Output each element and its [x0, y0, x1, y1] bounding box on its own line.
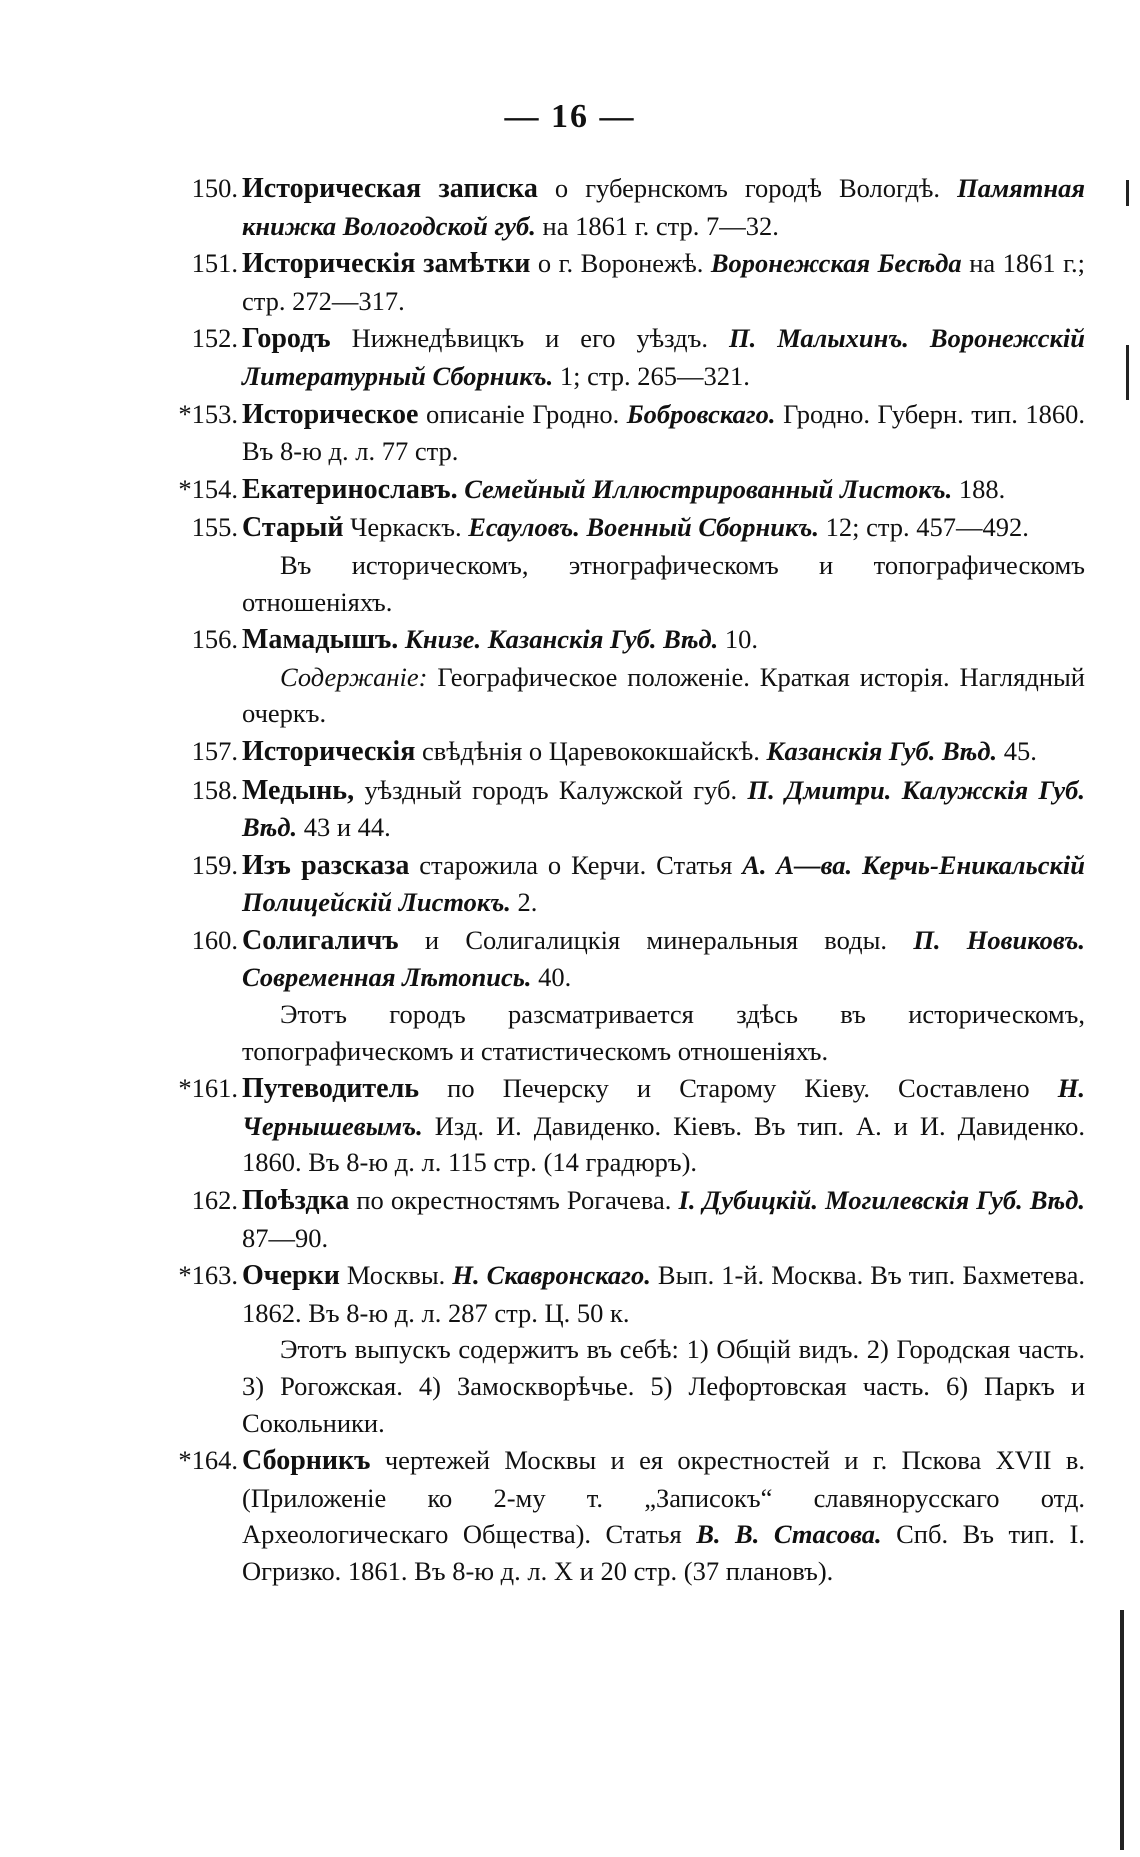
entry-title: Старый — [242, 512, 344, 544]
entry-text: Черкаскъ. — [343, 512, 469, 543]
entry-title: Очерки — [242, 1260, 340, 1292]
bibliography-entry — [150, 772, 1085, 846]
entry-text — [398, 624, 405, 654]
entry-number: 150. — [191, 173, 238, 203]
entry-title: Солигаличъ — [242, 924, 399, 956]
entry-details: 87—90. — [242, 1222, 329, 1253]
entry-details: 43 и 44. — [297, 812, 391, 843]
bibliography-entry — [150, 922, 1085, 1069]
entry-text: описаніе Гродно. — [418, 398, 627, 429]
entry-note-text: Въ историческомъ, этнографическомъ и топографическомъ отношеніяхъ. — [242, 549, 1085, 617]
entry-text: по окрестностямъ Рогачева. — [349, 1185, 679, 1216]
bibliography-list — [150, 170, 1085, 1591]
bibliography-entry — [150, 1257, 1085, 1441]
entry-text: чертежей Москвы и ея окрестностей и г. Пскова XVII в. (Приложеніе ко 2-му т. „Записокъ“ славянорусскаго отд. Археологическаго Общества). Статья — [242, 1445, 1085, 1550]
entry-details: Гродно. Губерн. тип. 1860. Въ 8-ю д. л. 77 стр. — [242, 398, 1085, 467]
entry-title: Историческое — [242, 398, 419, 430]
entry-number: 159. — [191, 849, 238, 880]
entry-source: Н. Чернышевымъ. — [242, 1073, 1085, 1141]
entry-text: старожила о Керчи. Статья — [409, 849, 743, 880]
entry-source: П. Малыхинъ. Воронежскій Литературный Сборникъ. — [242, 323, 1086, 391]
entry-number: *164. — [178, 1445, 238, 1476]
entry-source: П. Новиковъ. Современная Лѣтопись. — [242, 924, 1085, 993]
entry-note-text: Географическое положеніе. Краткая исторія. Наглядный очеркъ. — [242, 661, 1085, 729]
entry-details: 10. — [718, 624, 759, 655]
entry-number: 151. — [191, 248, 238, 279]
bibliography-entry — [150, 1182, 1085, 1256]
bibliography-entry — [150, 847, 1085, 921]
entry-details: 12; стр. 457—492. — [819, 512, 1029, 543]
entry-source: В. В. Стасова. — [696, 1519, 882, 1550]
entry-details: на 1861 г.; стр. 272—317. — [242, 248, 1086, 316]
entry-number: *154. — [178, 473, 238, 504]
page-number: — 16 — — [504, 98, 636, 135]
entry-source: Казанскія Губ. Вѣд. — [766, 735, 998, 766]
entry-details: Изд. И. Давиденко. Кіевъ. Въ тип. А. и И. Давиденко. 1860. Въ 8-ю д. л. 115 стр. (14 градюръ). — [242, 1110, 1085, 1178]
entry-title: Сборникъ — [242, 1445, 371, 1477]
entry-details: 45. — [997, 735, 1037, 766]
entry-title: Историческія замѣтки — [242, 248, 531, 280]
entry-details: 188. — [952, 473, 1006, 504]
entry-title: Путеводитель — [242, 1073, 420, 1105]
entry-text: Нижнедѣвицкъ и его уѣздъ. — [330, 323, 729, 354]
bibliography-entry — [150, 621, 1085, 732]
entry-number: 152. — [191, 323, 238, 354]
entry-number: 155. — [191, 512, 238, 543]
entry-number: *163. — [178, 1260, 238, 1291]
bibliography-entry — [150, 396, 1085, 470]
bibliography-entry — [150, 170, 1085, 244]
entry-title: Мамадышъ. — [242, 624, 399, 656]
entry-details: 40. — [531, 962, 572, 993]
entry-source: А. А—ва. Керчь-Еникальскій Полицейскій Листокъ. — [242, 849, 1086, 918]
entry-title: Историческая записка — [242, 173, 538, 204]
bibliography-entry — [150, 471, 1085, 509]
entry-source: Книзе. Казанскія Губ. Вѣд. — [404, 624, 719, 655]
bibliography-entry — [150, 1442, 1085, 1589]
entry-source: Бобровскаго. — [626, 398, 776, 429]
bibliography-entry — [150, 1070, 1085, 1181]
entry-note-text: Этотъ выпускъ содержитъ въ себѣ: 1) Общій видъ. 2) Городская часть. 3) Рогожская. 4) Замоскворѣчье. 5) Лефортовская часть. 6) Паркъ и Сокольники. — [242, 1334, 1085, 1438]
entry-text: свѣдѣнія о Царевококшайскѣ. — [415, 735, 767, 766]
page-edge-mark-top — [1126, 180, 1129, 206]
entry-text: и Солигалицкія минеральныя воды. — [398, 924, 914, 955]
page-edge-mark-bottom — [1120, 1610, 1124, 1850]
bibliography-entry — [150, 245, 1085, 319]
entry-details: Вып. 1-й. Москва. Въ тип. Бахметева. 1862. Въ 8-ю д. л. 287 стр. Ц. 50 к. — [242, 1260, 1085, 1328]
entry-number: 162. — [191, 1185, 238, 1216]
entry-source: I. Дубицкій. Могилевскія Губ. Вѣд. — [678, 1185, 1085, 1216]
entry-title: Медынь, — [242, 774, 355, 806]
entry-text: о г. Воронежѣ. — [530, 248, 711, 279]
entry-text: по Печерску и Старому Кіеву. Составлено — [419, 1073, 1058, 1104]
entry-title: Екатеринославъ. — [242, 473, 458, 505]
bibliography-entry — [150, 733, 1085, 771]
entry-source: Н. Скавронскаго. — [452, 1260, 651, 1291]
bibliography-entry — [150, 320, 1085, 394]
entry-source: П. Дмитри. Калужскія Губ. Вѣд. — [242, 774, 1085, 843]
entry-number: 158. — [191, 774, 238, 805]
entry-number: *153. — [178, 398, 238, 429]
entry-text: о губернскомъ городѣ Вологдѣ. — [537, 173, 958, 203]
entry-text: уѣздный городъ Калужской губ. — [354, 774, 748, 805]
entry-note-label: Содержаніе: — [280, 661, 428, 692]
entry-details: 2. — [510, 887, 538, 918]
entry-title: Городъ — [242, 323, 331, 355]
entry-text: Москвы. — [339, 1260, 453, 1291]
entry-source: Памятная книжка Вологодской губ. — [242, 173, 1085, 241]
entry-number: 160. — [191, 924, 238, 955]
entry-details: 1; стр. 265—321. — [553, 360, 750, 391]
bibliography-entry — [150, 509, 1085, 620]
entry-note — [242, 659, 1085, 732]
entry-source: Воронежская Бесѣда — [710, 248, 962, 279]
entry-source: Семейный Иллюстрированный Листокъ. — [464, 473, 953, 504]
entry-note-text: Этотъ городъ разсматривается здѣсь въ историческомъ, топографическомъ и статистическомъ отношеніяхъ. — [242, 999, 1085, 1066]
entry-title: Изъ разсказа — [242, 849, 410, 881]
entry-title: Историческія — [242, 735, 416, 767]
entry-source: Есауловъ. Военный Сборникъ. — [468, 512, 820, 543]
entry-number: *161. — [178, 1073, 238, 1104]
entry-details: Спб. Въ тип. I. Огризко. 1861. Въ 8-ю д. л. X и 20 стр. (37 плановъ). — [242, 1519, 1085, 1586]
entry-note — [242, 547, 1085, 620]
entry-details: на 1861 г. стр. 7—32. — [535, 210, 779, 241]
entry-number: 157. — [191, 735, 238, 766]
page-edge-mark-middle — [1126, 345, 1129, 400]
entry-note — [242, 996, 1085, 1069]
entry-note — [242, 1331, 1085, 1441]
entry-number: 156. — [191, 624, 238, 655]
entry-title: Поѣздка — [242, 1185, 350, 1217]
